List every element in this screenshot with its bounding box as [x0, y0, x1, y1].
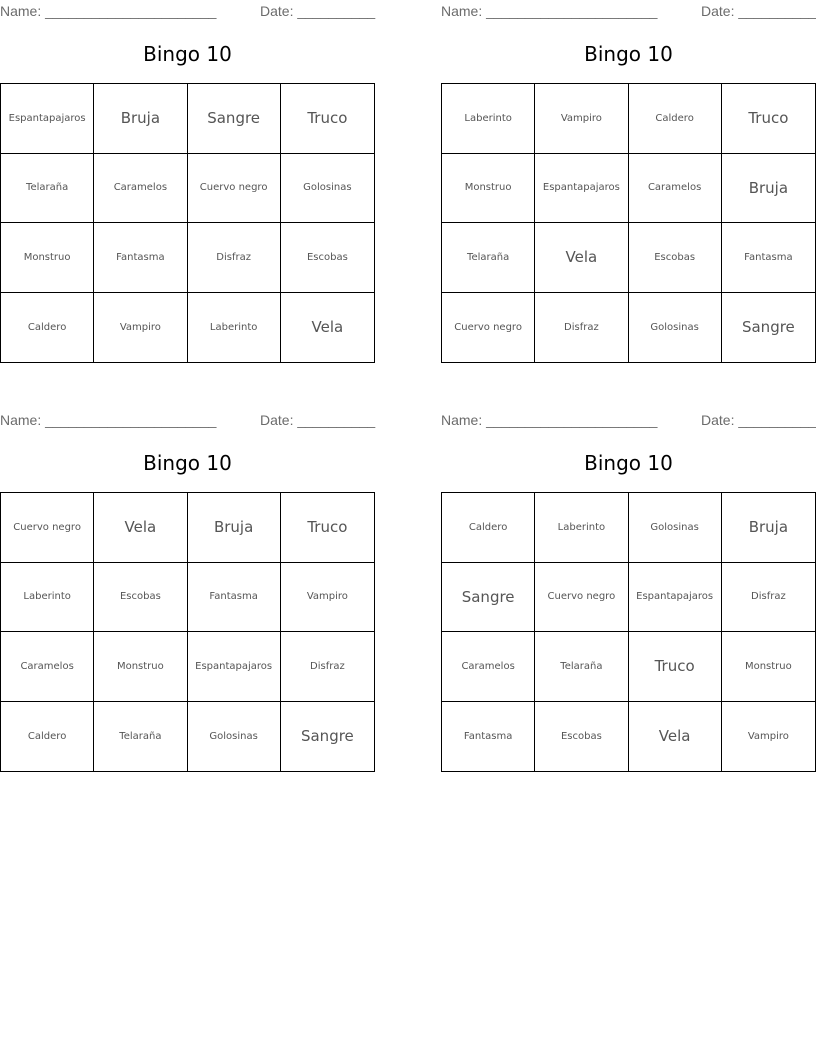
- card-header: [441, 412, 816, 428]
- bingo-cell: Bruja: [94, 84, 187, 154]
- bingo-cell: Golosinas: [629, 293, 722, 363]
- date-field-label: Date: __________: [701, 3, 816, 19]
- bingo-cell: Laberinto: [1, 563, 94, 633]
- card-title: Bingo 10: [584, 451, 673, 475]
- bingo-cell: Caldero: [1, 293, 94, 363]
- bingo-grid: [0, 83, 375, 363]
- bingo-cell: Golosinas: [281, 154, 374, 224]
- bingo-cell: Truco: [281, 84, 374, 154]
- bingo-cell: Caldero: [629, 84, 722, 154]
- bingo-cell: Vela: [535, 223, 628, 293]
- bingo-cell: Telaraña: [442, 223, 535, 293]
- bingo-grid: [441, 83, 816, 363]
- bingo-cell: Vela: [311, 318, 344, 337]
- card-header: [441, 3, 816, 19]
- date-field-label: Date: __________: [701, 412, 816, 428]
- bingo-cell: Espantapajaros: [188, 632, 281, 702]
- bingo-cell: Caldero: [442, 493, 535, 563]
- bingo-cell: Escobas: [94, 563, 187, 633]
- bingo-cell: Bruja: [722, 154, 815, 224]
- bingo-cell: Vampiro: [747, 730, 789, 742]
- bingo-cell: Fantasma: [442, 702, 535, 772]
- bingo-cell: Telaraña: [94, 702, 187, 772]
- bingo-cell: Laberinto: [535, 493, 628, 563]
- bingo-cell: Escobas: [281, 223, 374, 293]
- bingo-cell: Bruja: [722, 493, 815, 563]
- name-field-label: Name: ______________________: [0, 412, 217, 428]
- bingo-cell: Cuervo negro: [442, 293, 535, 363]
- bingo-cell: Disfraz: [281, 632, 374, 702]
- bingo-cell: Truco: [722, 84, 815, 154]
- bingo-cell: Disfraz: [535, 293, 628, 363]
- bingo-cell: Sangre: [442, 563, 535, 633]
- bingo-cell: Cuervo negro: [1, 493, 94, 563]
- bingo-cell: Caldero: [1, 702, 94, 772]
- bingo-cell: Sangre: [188, 84, 281, 154]
- bingo-cell: Sangre: [300, 727, 354, 746]
- bingo-cell: Espantapajaros: [535, 154, 628, 224]
- bingo-cell: Caramelos: [442, 632, 535, 702]
- bingo-cell: Monstruo: [722, 632, 815, 702]
- bingo-cell: Cuervo negro: [188, 154, 281, 224]
- bingo-cell: Caramelos: [629, 154, 722, 224]
- bingo-cell: Fantasma: [188, 563, 281, 633]
- bingo-cell: Telaraña: [535, 632, 628, 702]
- name-field-label: Name: ______________________: [0, 3, 217, 19]
- name-field-label: Name: ______________________: [441, 412, 658, 428]
- bingo-cell: Fantasma: [722, 223, 815, 293]
- name-field-label: Name: ______________________: [441, 3, 658, 19]
- bingo-cell: Golosinas: [629, 493, 722, 563]
- bingo-cell: Vela: [629, 702, 722, 772]
- bingo-cell: Truco: [629, 632, 722, 702]
- bingo-cell: Escobas: [629, 223, 722, 293]
- bingo-cell: Monstruo: [94, 632, 187, 702]
- bingo-cell: Cuervo negro: [535, 563, 628, 633]
- bingo-cell: Vampiro: [535, 84, 628, 154]
- bingo-cell: Golosinas: [188, 702, 281, 772]
- bingo-cell: Monstruo: [1, 223, 94, 293]
- bingo-cell: Laberinto: [188, 293, 281, 363]
- bingo-cell: Telaraña: [1, 154, 94, 224]
- card-title: Bingo 10: [143, 42, 232, 66]
- bingo-grid: [0, 492, 375, 772]
- bingo-cell: Sangre: [741, 318, 795, 337]
- bingo-cell: Caramelos: [1, 632, 94, 702]
- bingo-cell: Fantasma: [94, 223, 187, 293]
- card-title: Bingo 10: [143, 451, 232, 475]
- card-header: [0, 3, 375, 19]
- date-field-label: Date: __________: [260, 3, 376, 19]
- bingo-cell: Escobas: [535, 702, 628, 772]
- bingo-cell: Disfraz: [722, 563, 815, 633]
- date-field-label: Date: __________: [260, 412, 376, 428]
- bingo-cell: Vampiro: [94, 293, 187, 363]
- bingo-cell: Disfraz: [188, 223, 281, 293]
- bingo-grid: [441, 492, 816, 772]
- bingo-cell: Vampiro: [281, 563, 374, 633]
- bingo-cell: Laberinto: [442, 84, 535, 154]
- bingo-cell: Espantapajaros: [629, 563, 722, 633]
- bingo-cell: Vela: [94, 493, 187, 563]
- card-header: [0, 412, 375, 428]
- bingo-cell: Espantapajaros: [1, 84, 94, 154]
- bingo-cell: Caramelos: [94, 154, 187, 224]
- bingo-cell: Truco: [281, 493, 374, 563]
- card-title: Bingo 10: [584, 42, 673, 66]
- bingo-cell: Monstruo: [442, 154, 535, 224]
- bingo-cell: Bruja: [188, 493, 281, 563]
